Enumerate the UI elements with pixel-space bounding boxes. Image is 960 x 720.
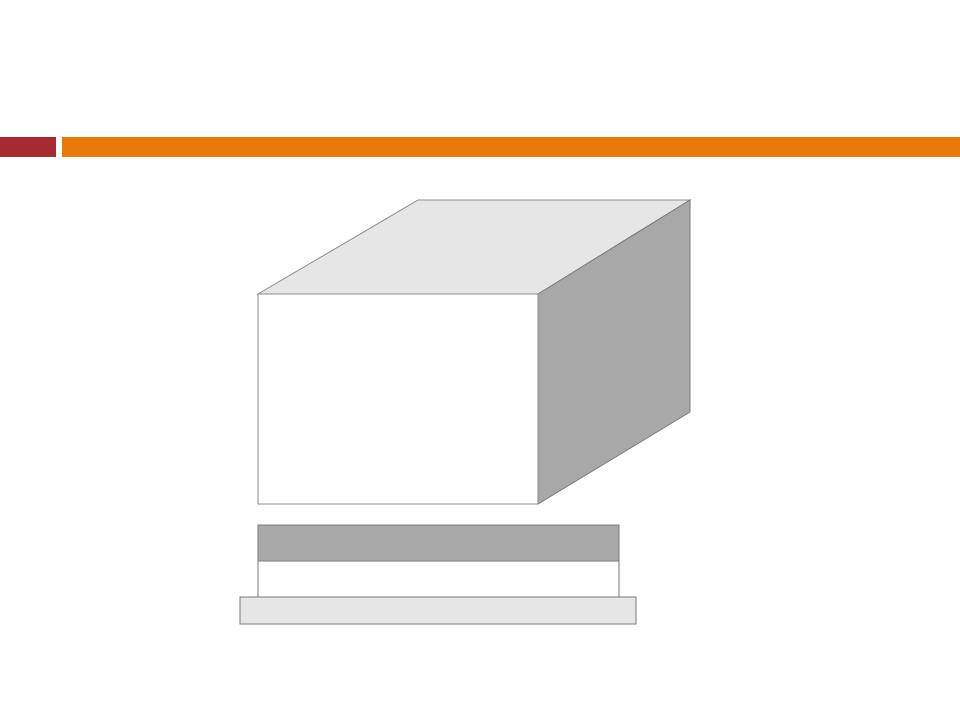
cube-front-face [258,294,538,504]
values-assumptions-box [240,597,636,624]
evidence-methods-box [258,561,619,597]
evidence-based-decision-box [258,525,619,561]
